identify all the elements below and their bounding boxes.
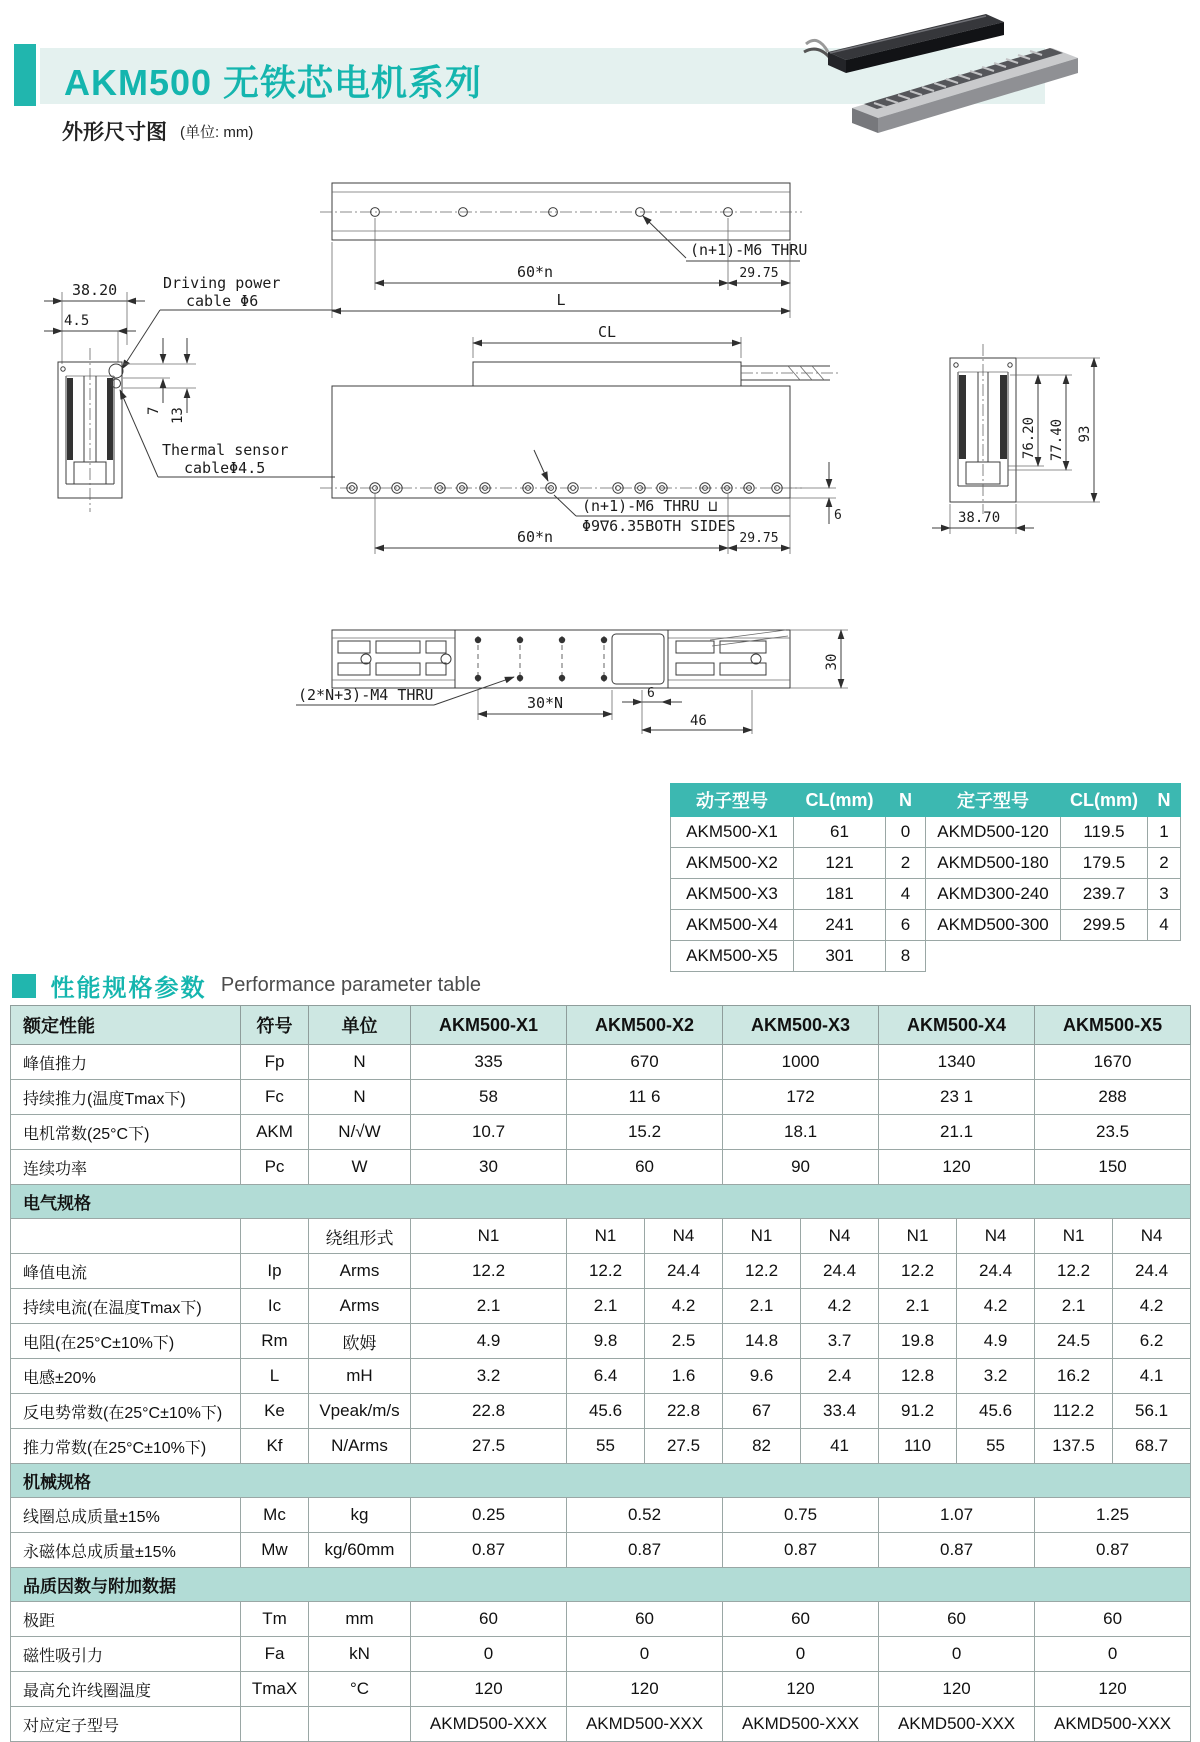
perf-table-cell: 24.4 bbox=[645, 1254, 723, 1289]
dim-60n-side: 60*n bbox=[516, 528, 554, 546]
perf-table-cell: 56.1 bbox=[1113, 1394, 1191, 1429]
perf-table-body bbox=[11, 1045, 1191, 1742]
dim-93: 93 bbox=[1077, 425, 1093, 443]
performance-title-cn: 性能规格参数 bbox=[50, 975, 207, 1002]
perf-table-cell: 2.5 bbox=[645, 1324, 723, 1359]
perf-table-cell: 0.87 bbox=[1035, 1533, 1191, 1568]
parts-table-cell: 6 bbox=[886, 910, 926, 941]
perf-table-cell: AKMD500-XXX bbox=[567, 1707, 723, 1742]
perf-table-cell: 最高允许线圈温度 bbox=[11, 1672, 241, 1707]
perf-table-cell: N bbox=[309, 1080, 411, 1115]
perf-table-cell: 欧姆 bbox=[309, 1324, 411, 1359]
perf-table-cell: 110 bbox=[879, 1429, 957, 1464]
performance-table bbox=[10, 1005, 1191, 1742]
perf-table-cell: kN bbox=[309, 1637, 411, 1672]
perf-table-cell: N/Arms bbox=[309, 1429, 411, 1464]
dim-6-bottom: 6 bbox=[647, 686, 655, 701]
section-square-icon bbox=[12, 974, 36, 998]
perf-table-cell: 0.52 bbox=[567, 1498, 723, 1533]
left-section-view bbox=[44, 274, 335, 512]
parts-table-cell: AKMD500-120 bbox=[926, 817, 1061, 848]
perf-data-row bbox=[11, 1707, 1191, 1742]
perf-header-x4: AKM500-X4 bbox=[879, 1006, 1035, 1045]
perf-table-cell: 1340 bbox=[879, 1045, 1035, 1080]
perf-table-cell: 22.8 bbox=[411, 1394, 567, 1429]
perf-table-cell: 60 bbox=[411, 1602, 567, 1637]
perf-table-cell: 6.4 bbox=[567, 1359, 645, 1394]
perf-table-cell: AKMD500-XXX bbox=[723, 1707, 879, 1742]
perf-table-cell: kg bbox=[309, 1498, 411, 1533]
perf-header-x5: AKM500-X5 bbox=[1035, 1006, 1191, 1045]
perf-table-cell: 极距 bbox=[11, 1602, 241, 1637]
perf-table-cell: 90 bbox=[723, 1150, 879, 1185]
perf-table-cell: 67 bbox=[723, 1394, 801, 1429]
perf-table-cell: 连续功率 bbox=[11, 1150, 241, 1185]
thermal-label-2: cableΦ4.5 bbox=[184, 459, 266, 477]
perf-header-x3: AKM500-X3 bbox=[723, 1006, 879, 1045]
perf-table-cell: 23.5 bbox=[1035, 1115, 1191, 1150]
dim-46: 46 bbox=[690, 713, 707, 729]
perf-table-cell: 3.2 bbox=[411, 1359, 567, 1394]
parts-table-cell: 239.7 bbox=[1061, 879, 1148, 910]
perf-table-cell: 58 bbox=[411, 1080, 567, 1115]
perf-table-cell: 60 bbox=[879, 1602, 1035, 1637]
perf-table-cell: 68.7 bbox=[1113, 1429, 1191, 1464]
perf-table-cell: L bbox=[241, 1359, 309, 1394]
perf-table-cell: 电机常数(25°C下) bbox=[11, 1115, 241, 1150]
perf-table-cell: 4.1 bbox=[1113, 1359, 1191, 1394]
parts-table-cell bbox=[1148, 941, 1181, 972]
perf-table-cell: 12.2 bbox=[723, 1254, 801, 1289]
perf-data-row bbox=[11, 1429, 1191, 1464]
perf-header-rated: 额定性能 bbox=[11, 1006, 241, 1045]
dim-7740: 77.40 bbox=[1049, 418, 1065, 462]
dim-30N: 30*N bbox=[526, 694, 564, 712]
perf-table-cell: 2.1 bbox=[567, 1289, 645, 1324]
perf-table-cell: 磁性吸引力 bbox=[11, 1637, 241, 1672]
dim-13: 13 bbox=[170, 407, 186, 424]
perf-table-cell: 4.9 bbox=[957, 1324, 1035, 1359]
perf-table-cell: kg/60mm bbox=[309, 1533, 411, 1568]
dim-7: 7 bbox=[146, 406, 162, 415]
perf-data-row bbox=[11, 1498, 1191, 1533]
perf-section-row bbox=[11, 1568, 1191, 1602]
perf-table-cell: N1 bbox=[411, 1219, 567, 1254]
perf-table-cell: Kf bbox=[241, 1429, 309, 1464]
perf-table-cell: Ke bbox=[241, 1394, 309, 1429]
parts-header-n1: N bbox=[886, 784, 926, 817]
perf-table-cell: 11 6 bbox=[567, 1080, 723, 1115]
perf-table-cell: 60 bbox=[723, 1602, 879, 1637]
parts-header-cl1: CL(mm) bbox=[794, 784, 886, 817]
perf-table-cell: 19.8 bbox=[879, 1324, 957, 1359]
perf-table-cell: 4.2 bbox=[957, 1289, 1035, 1324]
perf-table-cell: 峰值推力 bbox=[11, 1045, 241, 1080]
perf-header-x2: AKM500-X2 bbox=[567, 1006, 723, 1045]
dim-7620: 76.20 bbox=[1021, 416, 1037, 460]
parts-header-stator: 定子型号 bbox=[926, 784, 1061, 817]
parts-table-cell: AKM500-X3 bbox=[671, 879, 794, 910]
perf-table-cell: Mc bbox=[241, 1498, 309, 1533]
perf-table-cell: 电阻(在25°C±10%下) bbox=[11, 1324, 241, 1359]
dim-3870: 38.70 bbox=[958, 510, 1001, 526]
right-section-view bbox=[932, 344, 1100, 534]
perf-table-cell: 55 bbox=[957, 1429, 1035, 1464]
perf-table-cell: mH bbox=[309, 1359, 411, 1394]
perf-data-row bbox=[11, 1359, 1191, 1394]
parts-table-row bbox=[671, 910, 1181, 941]
parts-header-mover: 动子型号 bbox=[671, 784, 794, 817]
perf-table-cell bbox=[241, 1707, 309, 1742]
parts-table-cell: 1 bbox=[1148, 817, 1181, 848]
perf-table-cell: 112.2 bbox=[1035, 1394, 1113, 1429]
parts-table-body bbox=[671, 817, 1181, 972]
perf-table-cell: 推力常数(在25°C±10%下) bbox=[11, 1429, 241, 1464]
perf-table-cell: 24.4 bbox=[1113, 1254, 1191, 1289]
perf-table-cell: 24.5 bbox=[1035, 1324, 1113, 1359]
perf-table-cell: 反电势常数(在25°C±10%下) bbox=[11, 1394, 241, 1429]
perf-table-cell: 1670 bbox=[1035, 1045, 1191, 1080]
perf-table-cell: Tm bbox=[241, 1602, 309, 1637]
perf-table-cell: 24.4 bbox=[801, 1254, 879, 1289]
perf-data-row bbox=[11, 1533, 1191, 1568]
dim-CL: CL bbox=[597, 323, 617, 341]
parts-table-cell: 299.5 bbox=[1061, 910, 1148, 941]
parts-table-header-row bbox=[671, 784, 1181, 817]
parts-table-cell: AKMD500-300 bbox=[926, 910, 1061, 941]
perf-table-cell: 2.1 bbox=[723, 1289, 801, 1324]
parts-table-row bbox=[671, 879, 1181, 910]
perf-table-cell: 120 bbox=[411, 1672, 567, 1707]
perf-table-cell: Arms bbox=[309, 1254, 411, 1289]
perf-table-cell: 27.5 bbox=[645, 1429, 723, 1464]
perf-table-cell: 线圈总成质量±15% bbox=[11, 1498, 241, 1533]
parts-table-cell: AKM500-X2 bbox=[671, 848, 794, 879]
perf-data-row bbox=[11, 1637, 1191, 1672]
dim-60n-top: 60*n bbox=[516, 263, 554, 281]
carriage-holes bbox=[475, 636, 607, 682]
perf-table-cell: N1 bbox=[1035, 1219, 1113, 1254]
perf-table-cell: 120 bbox=[723, 1672, 879, 1707]
perf-table-cell: 55 bbox=[567, 1429, 645, 1464]
parts-table-cell: 61 bbox=[794, 817, 886, 848]
perf-table-cell: Arms bbox=[309, 1289, 411, 1324]
perf-data-row bbox=[11, 1150, 1191, 1185]
perf-data-row bbox=[11, 1080, 1191, 1115]
perf-table-cell: 0 bbox=[567, 1637, 723, 1672]
parts-table-cell: 121 bbox=[794, 848, 886, 879]
perf-table-cell: 10.7 bbox=[411, 1115, 567, 1150]
parts-table-cell: 301 bbox=[794, 941, 886, 972]
perf-table-cell: 3.2 bbox=[957, 1359, 1035, 1394]
perf-table-cell: 9.8 bbox=[567, 1324, 645, 1359]
parts-table-cell: AKMD500-180 bbox=[926, 848, 1061, 879]
perf-table-cell: 0 bbox=[1035, 1637, 1191, 1672]
perf-data-row bbox=[11, 1045, 1191, 1080]
perf-table-cell: Fc bbox=[241, 1080, 309, 1115]
parts-table-cell: 0 bbox=[886, 817, 926, 848]
thermal-label-1: Thermal sensor bbox=[162, 441, 289, 459]
perf-table-cell: 2.1 bbox=[1035, 1289, 1113, 1324]
perf-table-cell: 12.8 bbox=[879, 1359, 957, 1394]
perf-table-cell: 41 bbox=[801, 1429, 879, 1464]
perf-table-cell: AKMD500-XXX bbox=[411, 1707, 567, 1742]
perf-table-cell: 27.5 bbox=[411, 1429, 567, 1464]
perf-table-cell bbox=[309, 1707, 411, 1742]
perf-table-cell: Vpeak/m/s bbox=[309, 1394, 411, 1429]
parts-table-cell: 3 bbox=[1148, 879, 1181, 910]
perf-table-cell: 18.1 bbox=[723, 1115, 879, 1150]
perf-table-cell: 335 bbox=[411, 1045, 567, 1080]
perf-data-row bbox=[11, 1394, 1191, 1429]
perf-data-row bbox=[11, 1324, 1191, 1359]
perf-table-cell: 持续电流(在温度Tmax下) bbox=[11, 1289, 241, 1324]
top-view bbox=[320, 183, 807, 318]
perf-table-cell: 16.2 bbox=[1035, 1359, 1113, 1394]
perf-data-row bbox=[11, 1672, 1191, 1707]
perf-table-cell: TmaX bbox=[241, 1672, 309, 1707]
perf-table-cell: 21.1 bbox=[879, 1115, 1035, 1150]
dim-2975-top: 29.75 bbox=[739, 266, 779, 281]
perf-table-cell: mm bbox=[309, 1602, 411, 1637]
perf-table-cell: 电感±20% bbox=[11, 1359, 241, 1394]
perf-data-row bbox=[11, 1289, 1191, 1324]
product-photo bbox=[804, 14, 1078, 133]
perf-table-cell: Ic bbox=[241, 1289, 309, 1324]
parts-table-cell: 181 bbox=[794, 879, 886, 910]
parts-table-cell: AKM500-X4 bbox=[671, 910, 794, 941]
perf-table-cell: 0.87 bbox=[879, 1533, 1035, 1568]
perf-table-cell: N bbox=[309, 1045, 411, 1080]
dim-3820: 38.20 bbox=[72, 281, 118, 299]
perf-table-cell: 0.25 bbox=[411, 1498, 567, 1533]
dim-45: 4.5 bbox=[64, 313, 90, 329]
bottom-view bbox=[296, 630, 848, 734]
dimension-drawing bbox=[0, 0, 1200, 770]
perf-table-cell: AKMD500-XXX bbox=[1035, 1707, 1191, 1742]
parts-table-row bbox=[671, 941, 1181, 972]
parts-selection-table bbox=[670, 783, 1181, 972]
drive-cable-label-1: Driving power bbox=[163, 274, 281, 292]
perf-table-cell: 永磁体总成质量±15% bbox=[11, 1533, 241, 1568]
dimension-section-title: 外形尺寸图 bbox=[62, 121, 167, 144]
perf-table-cell: 670 bbox=[567, 1045, 723, 1080]
perf-table-cell: 120 bbox=[879, 1150, 1035, 1185]
perf-table-cell: 绕组形式 bbox=[309, 1219, 411, 1254]
parts-table-cell: 4 bbox=[886, 879, 926, 910]
perf-table-cell: 60 bbox=[567, 1602, 723, 1637]
parts-table-cell: AKM500-X5 bbox=[671, 941, 794, 972]
perf-table-header-row bbox=[11, 1006, 1191, 1045]
perf-table-cell: N/√W bbox=[309, 1115, 411, 1150]
perf-table-cell: 4.9 bbox=[411, 1324, 567, 1359]
perf-table-cell: 持续推力(温度Tmax下) bbox=[11, 1080, 241, 1115]
parts-table-cell: 4 bbox=[1148, 910, 1181, 941]
perf-table-cell: 9.6 bbox=[723, 1359, 801, 1394]
perf-table-cell: 30 bbox=[411, 1150, 567, 1185]
perf-table-cell: 0 bbox=[723, 1637, 879, 1672]
perf-table-cell: Mw bbox=[241, 1533, 309, 1568]
parts-table-cell: 2 bbox=[1148, 848, 1181, 879]
perf-table-cell: AKM bbox=[241, 1115, 309, 1150]
perf-data-row bbox=[11, 1602, 1191, 1637]
perf-table-cell: 峰值电流 bbox=[11, 1254, 241, 1289]
perf-table-cell: 14.8 bbox=[723, 1324, 801, 1359]
section-band: 电气规格 bbox=[11, 1185, 1191, 1219]
perf-section-row bbox=[11, 1185, 1191, 1219]
perf-table-cell: Fp bbox=[241, 1045, 309, 1080]
section-band: 品质因数与附加数据 bbox=[11, 1568, 1191, 1602]
perf-table-cell bbox=[11, 1219, 241, 1254]
perf-table-cell: N1 bbox=[567, 1219, 645, 1254]
parts-table-cell: 179.5 bbox=[1061, 848, 1148, 879]
dim-30: 30 bbox=[824, 653, 840, 671]
section-band: 机械规格 bbox=[11, 1464, 1191, 1498]
perf-header-unit: 单位 bbox=[309, 1006, 411, 1045]
perf-table-cell: 120 bbox=[567, 1672, 723, 1707]
perf-table-cell: 12.2 bbox=[567, 1254, 645, 1289]
perf-data-row bbox=[11, 1254, 1191, 1289]
perf-table-cell: N4 bbox=[801, 1219, 879, 1254]
perf-table-cell: 2.1 bbox=[879, 1289, 957, 1324]
bottom-thread-label: (2*N+3)-M4 THRU bbox=[298, 686, 434, 704]
perf-table-cell: Rm bbox=[241, 1324, 309, 1359]
perf-table-cell: N1 bbox=[723, 1219, 801, 1254]
parts-header-cl2: CL(mm) bbox=[1061, 784, 1148, 817]
parts-table-cell: AKMD300-240 bbox=[926, 879, 1061, 910]
perf-data-row bbox=[11, 1115, 1191, 1150]
perf-table-cell: 4.2 bbox=[645, 1289, 723, 1324]
perf-table-cell: 172 bbox=[723, 1080, 879, 1115]
perf-table-cell: Fa bbox=[241, 1637, 309, 1672]
perf-table-cell: N4 bbox=[1113, 1219, 1191, 1254]
top-thread-label: (n+1)-M6 THRU bbox=[690, 241, 808, 259]
perf-table-cell: 45.6 bbox=[957, 1394, 1035, 1429]
perf-header-x1: AKM500-X1 bbox=[411, 1006, 567, 1045]
perf-table-cell: 0.75 bbox=[723, 1498, 879, 1533]
perf-table-cell: 33.4 bbox=[801, 1394, 879, 1429]
perf-table-cell: 1000 bbox=[723, 1045, 879, 1080]
mid-hole-label: Φ9∇6.35BOTH SIDES bbox=[582, 517, 736, 535]
perf-table-cell: 12.2 bbox=[1035, 1254, 1113, 1289]
perf-table-cell: 0.87 bbox=[411, 1533, 567, 1568]
perf-table-cell: W bbox=[309, 1150, 411, 1185]
parts-table-row bbox=[671, 817, 1181, 848]
perf-table-cell: 91.2 bbox=[879, 1394, 957, 1429]
perf-table-cell: 4.2 bbox=[801, 1289, 879, 1324]
perf-table-cell: 2.1 bbox=[411, 1289, 567, 1324]
parts-table-cell: 241 bbox=[794, 910, 886, 941]
parts-table-cell: 119.5 bbox=[1061, 817, 1148, 848]
perf-table-cell bbox=[241, 1219, 309, 1254]
mid-thread-label: (n+1)-M6 THRU ⊔ bbox=[582, 497, 718, 515]
perf-table-cell: 0.87 bbox=[723, 1533, 879, 1568]
perf-table-cell: 24.4 bbox=[957, 1254, 1035, 1289]
perf-table-cell: 82 bbox=[723, 1429, 801, 1464]
perf-table-cell: 0 bbox=[411, 1637, 567, 1672]
perf-table-cell: 22.8 bbox=[645, 1394, 723, 1429]
dimension-section-unit: (单位: mm) bbox=[180, 124, 254, 141]
perf-header-symbol: 符号 bbox=[241, 1006, 309, 1045]
perf-table-cell: 60 bbox=[567, 1150, 723, 1185]
perf-table-cell: 1.6 bbox=[645, 1359, 723, 1394]
side-view bbox=[320, 323, 842, 554]
perf-table-cell: Pc bbox=[241, 1150, 309, 1185]
perf-table-cell: 45.6 bbox=[567, 1394, 645, 1429]
parts-table-row bbox=[671, 848, 1181, 879]
perf-table-cell: 120 bbox=[879, 1672, 1035, 1707]
perf-table-cell: 60 bbox=[1035, 1602, 1191, 1637]
perf-table-cell: 对应定子型号 bbox=[11, 1707, 241, 1742]
perf-table-cell: N4 bbox=[645, 1219, 723, 1254]
parts-table-cell bbox=[1061, 941, 1148, 972]
perf-table-cell: 15.2 bbox=[567, 1115, 723, 1150]
perf-table-cell: 12.2 bbox=[411, 1254, 567, 1289]
page-title: AKM500 无铁芯电机系列 bbox=[64, 62, 483, 103]
perf-table-cell: 23 1 bbox=[879, 1080, 1035, 1115]
perf-table-cell: 137.5 bbox=[1035, 1429, 1113, 1464]
perf-table-cell: °C bbox=[309, 1672, 411, 1707]
parts-header-n2: N bbox=[1148, 784, 1181, 817]
perf-table-cell: 4.2 bbox=[1113, 1289, 1191, 1324]
performance-section-heading bbox=[12, 968, 481, 1003]
perf-table-cell: 150 bbox=[1035, 1150, 1191, 1185]
perf-table-cell: 0 bbox=[879, 1637, 1035, 1672]
perf-table-cell: 1.07 bbox=[879, 1498, 1035, 1533]
dim-2975-side: 29.75 bbox=[739, 531, 779, 546]
dim-L: L bbox=[556, 291, 566, 309]
perf-table-cell: 0.87 bbox=[567, 1533, 723, 1568]
parts-table-cell: 8 bbox=[886, 941, 926, 972]
perf-table-cell: 120 bbox=[1035, 1672, 1191, 1707]
drive-cable-label-2: cable Φ6 bbox=[186, 292, 259, 310]
parts-table-cell bbox=[926, 941, 1061, 972]
performance-title-en: Performance parameter table bbox=[220, 974, 482, 996]
perf-table-cell: 12.2 bbox=[879, 1254, 957, 1289]
perf-table-cell: N4 bbox=[957, 1219, 1035, 1254]
perf-table-cell: 2.4 bbox=[801, 1359, 879, 1394]
parts-table-cell: AKM500-X1 bbox=[671, 817, 794, 848]
perf-table-cell: N1 bbox=[879, 1219, 957, 1254]
perf-table-cell: 6.2 bbox=[1113, 1324, 1191, 1359]
perf-table-cell: 288 bbox=[1035, 1080, 1191, 1115]
perf-table-cell: 3.7 bbox=[801, 1324, 879, 1359]
perf-table-cell: Ip bbox=[241, 1254, 309, 1289]
dim-6-side: 6 bbox=[834, 508, 842, 523]
perf-table-cell: AKMD500-XXX bbox=[879, 1707, 1035, 1742]
perf-data-row bbox=[11, 1219, 1191, 1254]
perf-table-cell: 1.25 bbox=[1035, 1498, 1191, 1533]
perf-section-row bbox=[11, 1464, 1191, 1498]
parts-table-cell: 2 bbox=[886, 848, 926, 879]
